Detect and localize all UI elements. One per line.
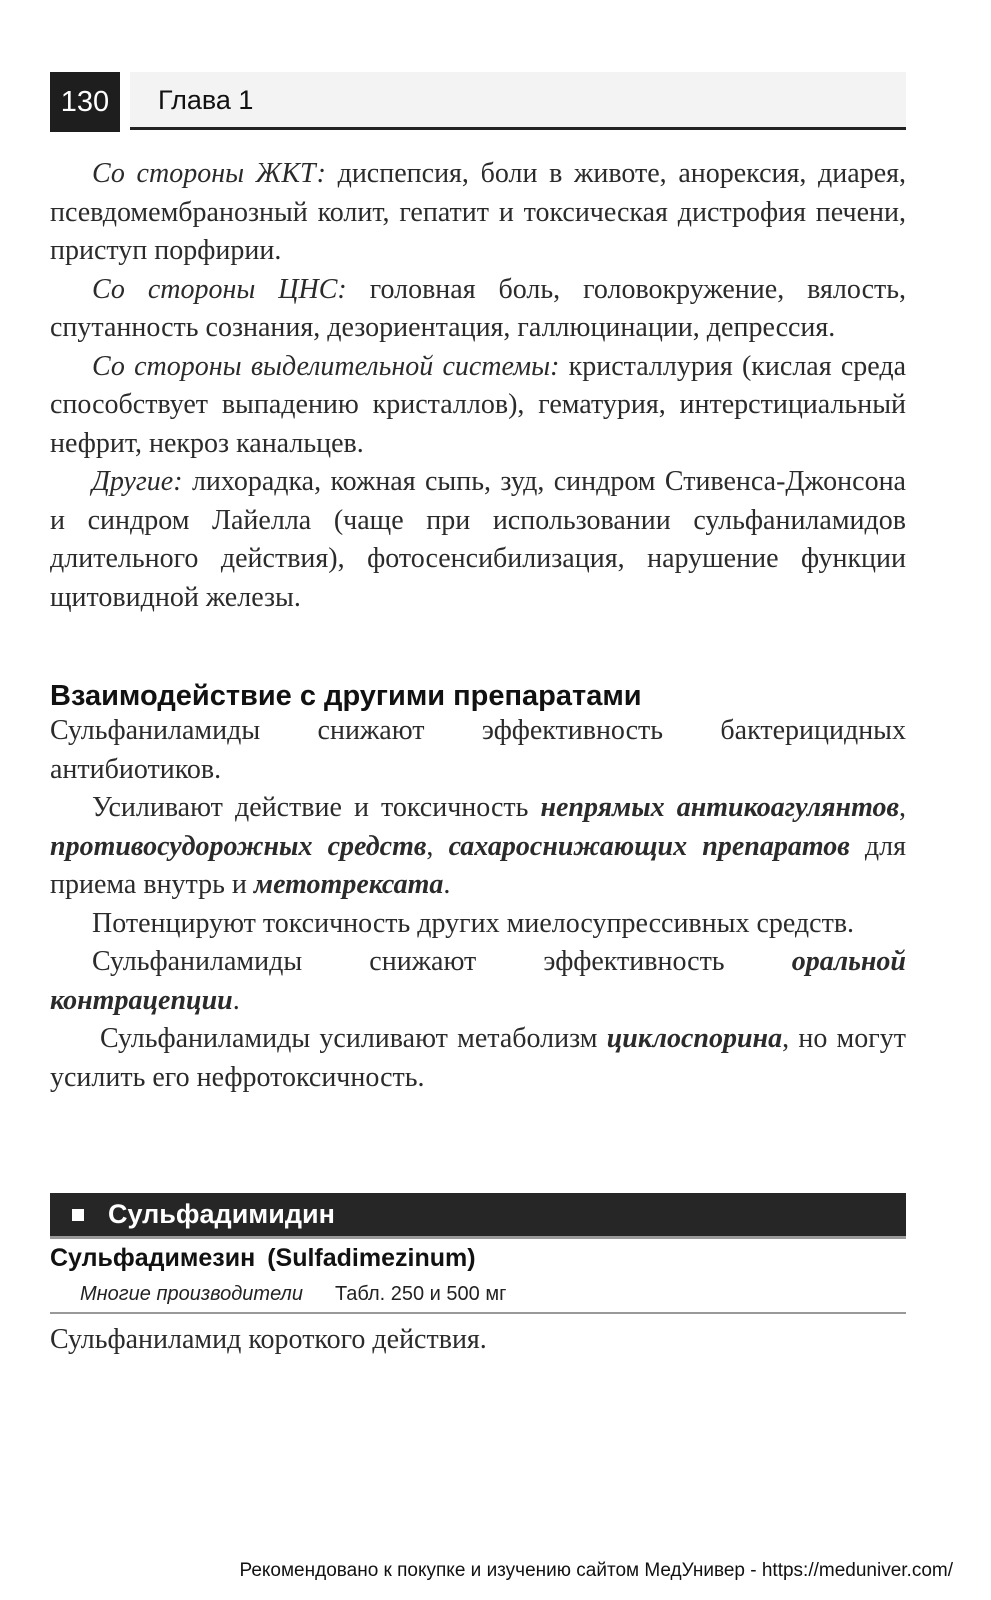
other-text: лихорадка, кожная сыпь, зуд, синдром Стивенса-Джонсона и синдром Лайелла (чаще при использовании сульфаниламидов длительного действия), фотосенсибилизация, нарушение функции щитовидной железы. [50, 466, 906, 613]
excretory-label: Со стороны выделительной системы: [92, 350, 560, 382]
divider [50, 1312, 906, 1314]
drug-section-title: Сульфадимидин [108, 1199, 335, 1229]
p4-text: Сульфаниламиды снижают эффективность [92, 946, 792, 977]
dosage-form: Табл. 250 и 500 мг [334, 1283, 507, 1305]
other-paragraph [50, 463, 906, 617]
side-effects-block [50, 155, 906, 617]
interactions-p2 [50, 789, 906, 905]
p5-text: , но могут усилить его нефротоксичность. [50, 1023, 906, 1093]
gi-paragraph [50, 155, 906, 271]
drug-info [80, 1283, 506, 1306]
footer-recommendation: Рекомендовано к покупке и изучению сайтом МедУнивер - https://meduniver.com/ [239, 1560, 953, 1581]
p2-sep: , [426, 830, 449, 862]
manufacturer: Многие производители [80, 1283, 303, 1305]
gi-label: Со стороны ЖКТ: [92, 158, 326, 189]
interactions-block [50, 712, 906, 1097]
anticoagulants-term: непрямых антикоагулянтов [540, 792, 900, 823]
methotrexate-term: метотрексата [253, 869, 444, 900]
excretory-paragraph [50, 348, 906, 464]
p2-sep: , [899, 792, 907, 823]
drug-name [50, 1244, 476, 1273]
p4-end: . [232, 984, 240, 1016]
p2-text: для приема внутрь и [50, 830, 907, 900]
p2-end: . [443, 869, 451, 900]
hypoglycemics-term: сахароснижающих препаратов [448, 830, 850, 862]
interactions-p5 [50, 1020, 906, 1097]
other-label: Другие: [92, 466, 183, 497]
cns-label: Со стороны ЦНС: [92, 273, 347, 305]
drug-name-ru: Сульфадимезин [50, 1244, 256, 1272]
p2-text: Усиливают действие и токсичность [92, 792, 541, 823]
cns-paragraph [50, 271, 906, 348]
drug-name-latin: (Sulfadimezinum) [267, 1244, 476, 1272]
chapter-title: Глава 1 [158, 85, 254, 115]
interactions-p3: Потенцируют токсичность других миелосупрессивных средств. [92, 907, 855, 939]
running-header [130, 72, 906, 130]
interactions-heading: Взаимодействие с другими препаратами [50, 680, 642, 712]
contraception-term: оральной контрацепции [50, 946, 906, 1016]
drug-description: Сульфаниламид короткого действия. [50, 1324, 487, 1355]
excretory-text: кристаллурия (кислая среда способствует выпадению кристаллов), гематурия, интерстициальный нефрит, некроз канальцев. [50, 350, 907, 459]
interactions-p4 [50, 943, 906, 1020]
p5-text: Сульфаниламиды усиливают метаболизм [100, 1023, 607, 1054]
cyclosporine-term: циклоспорина [606, 1023, 783, 1054]
gi-text: диспепсия, боли в животе, анорексия, диарея, псевдомембранозный колит, гепатит и токсическая дистрофия печени, приступ порфирии. [50, 158, 907, 266]
drug-section-bar [50, 1193, 906, 1239]
interactions-p1: Сульфаниламиды снижают эффективность бактерицидных антибиотиков. [50, 715, 906, 785]
anticonvulsants-term: противосудорожных средств [50, 830, 427, 862]
page-number: 130 [50, 72, 120, 132]
square-bullet-icon [72, 1209, 84, 1221]
cns-text: головная боль, головокружение, вялость, спутанность сознания, дезориентация, галлюцинации, депрессия. [50, 273, 906, 343]
